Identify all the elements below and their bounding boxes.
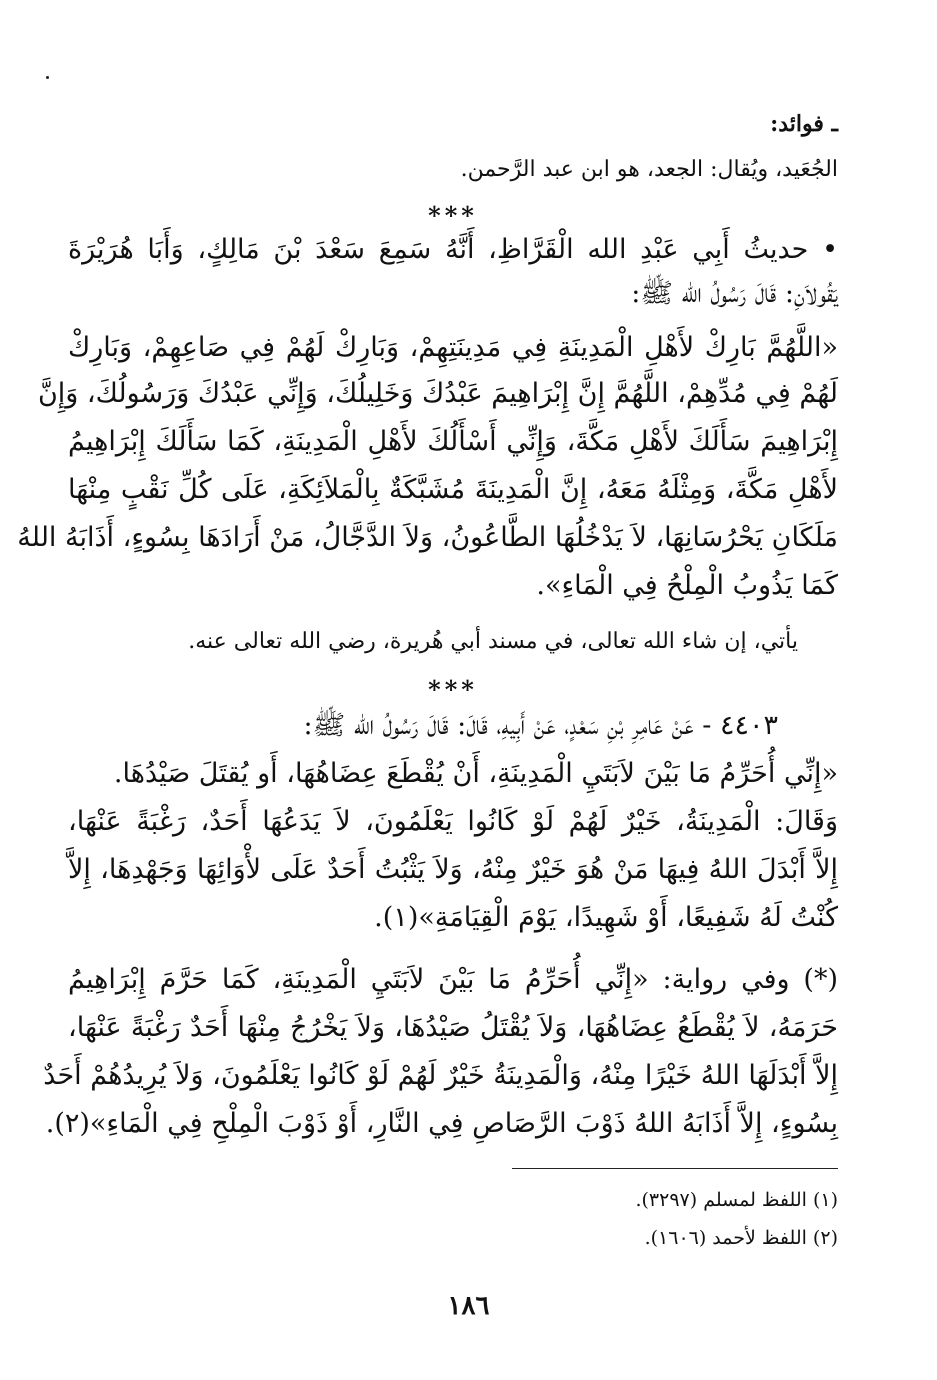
page-number: ١٨٦ xyxy=(447,1291,490,1321)
hadith1-text-line: «اللَّهُمَّ بَارِكْ لأَهْلِ الْمَدِينَةِ فِي مَدِينَتِهِمْ، وَبَارِكْ لَهُمْ فِي صَاعِهِمْ، وَبَارِكْ xyxy=(68,332,838,363)
section-heading: ـ فوائد: xyxy=(770,111,838,137)
hadith2-header: ٤٤٠٣ - عَنْ عَامِرِ بْنِ سَعْدٍ، عَنْ أَبِيهِ، قَالَ: قَالَ رَسُولُ الله ﷺ: xyxy=(303,710,778,741)
hadith2-text-line: «إِنِّي أُحَرِّمُ مَا بَيْنَ لاَبَتَيِ الْمَدِينَةِ، أَنْ يُقْطَعَ عِضَاهُهَا، أَو يُقتَلَ صَيْدُهَا. xyxy=(113,758,838,789)
hadith2-text-line: إِلاَّ أَبْدَلَ اللهُ فِيهَا مَنْ هُوَ خَيْرٌ مِنْهُ، وَلاَ يَثْبُتُ أَحَدٌ عَلَى لأْوَائِهَا وَجَهْدِهَا، إِلاَّ xyxy=(68,854,838,885)
hadith1-text-line: إِبْرَاهِيمَ سَأَلَكَ لأَهْلِ مَكَّةَ، وَإِنِّي أَسْأَلُكَ لأَهْلِ الْمَدِينَةِ، كَمَا سَأَلَكَ إِبْرَاهِيمُ xyxy=(68,426,838,457)
hadith2-text-line: كُنْتُ لَهُ شَفِيعًا، أَوْ شَهِيدًا، يَوْمَ الْقِيَامَةِ»(١). xyxy=(374,902,838,933)
footnote: (١) اللفظ لمسلم (٣٢٩٧). xyxy=(635,1189,838,1211)
hadith1-intro-line1: • حديثُ أَبِي عَبْدِ الله الْقَرَّاظِ، أَنَّهُ سَمِعَ سَعْدَ بْنَ مَالِكٍ، وَأَبَا هُرَيْرَةَ xyxy=(68,234,838,265)
variant-text-line: بِسُوءٍ، إِلاَّ أَذَابَهُ اللهُ ذَوْبَ الرَّصَاصِ فِي النَّارِ، أَوْ ذَوْبَ الْمِلْحِ فِي الْمَاءِ»(٢). xyxy=(45,1108,838,1139)
hadith1-text-line: لَهُمْ فِي مُدِّهِمْ، اللَّهُمَّ إِنَّ إِبْرَاهِيمَ عَبْدُكَ وَخَلِيلُكَ، وَإِنِّي عَبْدُكَ وَرَسُولُكَ، وَإِنَّ xyxy=(37,378,838,409)
separator-stars: *** xyxy=(428,201,478,230)
hadith1-text-line: لأَهْلِ مَكَّةَ، وَمِثْلَهُ مَعَهُ، إِنَّ الْمَدِينَةَ مُشَبَّكَةٌ بِالْمَلاَئِكَةِ، عَلَى كُلِّ نَقْبٍ مِنْهَا xyxy=(68,474,838,505)
variant-text-line: حَرَمَهُ، لاَ يُقْطَعُ عِضَاهُهَا، وَلاَ يُقْتَلُ صَيْدُهَا، وَلاَ يَخْرُجُ مِنْهَا أَحَدٌ رَغْبَةً عَنْهَا، xyxy=(68,1012,838,1043)
footnote: (٢) اللفظ لأحمد (١٦٠٦). xyxy=(644,1227,838,1249)
variant-text-line: إِلاَّ أَبْدَلَهَا اللهُ خَيْرًا مِنْهُ، وَالْمَدِينَةُ خَيْرٌ لَهُمْ لَوْ كَانُوا يَعْلَمُونَ، وَلاَ يُرِيدُهُمْ أَحَدٌ xyxy=(43,1060,838,1091)
variant-text-line: (*) وفي رواية: «إِنِّي أُحَرِّمُ مَا بَيْنَ لاَبَتَيِ الْمَدِينَةِ، كَمَا حَرَّمَ إِبْرَاهِيمُ xyxy=(68,964,838,995)
separator-stars: *** xyxy=(428,675,478,704)
hadith1-text-line: كَمَا يَذُوبُ الْمِلْحُ فِي الْمَاءِ». xyxy=(536,570,838,601)
benefit-line: الجُعَيد، ويُقال: الجعد، هو ابن عبد الرَّحمن. xyxy=(460,157,838,182)
hadith1-intro-line2: يَقُولاَنِ: قَالَ رَسُولُ الله ﷺ: xyxy=(631,278,838,309)
hadith1-text-line: مَلَكَانِ يَحْرُسَانِهَا، لاَ يَدْخُلُهَا الطَّاعُونُ، وَلاَ الدَّجَّالُ، مَنْ أَرَادَهَا بِسُوءٍ، أَذَابَهُ اللهُ xyxy=(17,522,838,553)
footnote-rule xyxy=(512,1168,838,1169)
scan-speck xyxy=(46,76,49,79)
hadith1-note: يأتي، إن شاء الله تعالى، في مسند أبي هُريرة، رضي الله تعالى عنه. xyxy=(188,629,798,654)
hadith2-text-line: وَقَالَ: الْمَدِينَةُ، خَيْرٌ لَهُمْ لَوْ كَانُوا يَعْلَمُونَ، لاَ يَدَعُهَا أَحَدٌ، رَغْبَةً عَنْهَا، xyxy=(68,806,838,837)
